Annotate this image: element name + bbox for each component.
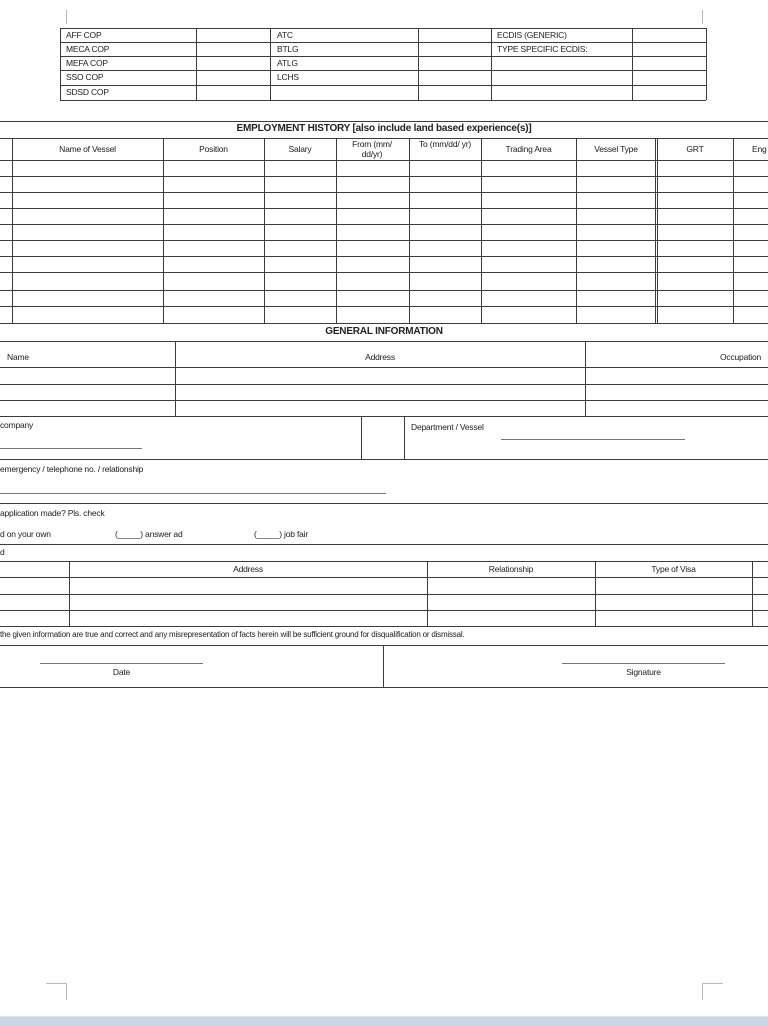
- department-vessel-label: Department / Vessel: [411, 422, 484, 432]
- family-address-header: Address: [365, 352, 395, 362]
- col-position: Position: [199, 144, 228, 154]
- col-grt: GRT: [686, 144, 704, 154]
- relative-address-header: Address: [233, 564, 263, 574]
- col-from-date: From (mm/ dd/yr): [352, 139, 392, 159]
- certification-statement: the given information are true and correct and any misrepresentation of facts herein will be sufficient ground for disqualification or dismissal.: [0, 630, 465, 639]
- col-to-date: To (mm/dd/ yr): [419, 139, 471, 149]
- general-information-title: GENERAL INFORMATION: [325, 326, 443, 337]
- col-eng: Eng: [752, 144, 767, 154]
- job-fair-option[interactable]: (_____) job fair: [254, 529, 308, 539]
- answer-ad-option[interactable]: (_____) answer ad: [115, 529, 183, 539]
- application-source-label: application made? Pls. check: [0, 508, 105, 518]
- crop-mark-bottom-left: [46, 983, 67, 1000]
- relative-visa-header: Type of Visa: [651, 564, 696, 574]
- company-line[interactable]: [0, 448, 142, 449]
- company-label: company: [0, 420, 34, 430]
- family-occupation-header: Occupation: [720, 352, 761, 362]
- relative-label: d: [0, 547, 5, 557]
- family-name-header: Name: [7, 352, 29, 362]
- signature-label: Signature: [626, 667, 661, 677]
- relative-relationship-header: Relationship: [488, 564, 534, 574]
- signature-line[interactable]: [562, 663, 725, 664]
- cert-meca-cop: MECA COP: [66, 44, 110, 54]
- date-line[interactable]: [40, 663, 203, 664]
- crop-mark-top-right: [702, 10, 703, 24]
- cert-lchs: LCHS: [277, 72, 299, 82]
- emergency-contact-label: emergency / telephone no. / relationship: [0, 464, 144, 474]
- cert-atc: ATC: [277, 30, 293, 40]
- cert-sdsd-cop: SDSD COP: [66, 87, 109, 97]
- department-vessel-line[interactable]: [501, 439, 685, 440]
- col-name-of-vessel: Name of Vessel: [59, 144, 116, 154]
- emergency-contact-line[interactable]: [0, 493, 386, 494]
- crop-mark-top-left: [66, 10, 67, 24]
- cert-aff-cop: AFF COP: [66, 30, 102, 40]
- cert-sso-cop: SSO COP: [66, 72, 104, 82]
- crop-mark-bottom-right: [702, 983, 723, 1000]
- cert-type-specific-ecdis: TYPE SPECIFIC ECDIS:: [497, 44, 588, 54]
- cert-btlg: BTLG: [277, 44, 299, 54]
- employment-history-title: EMPLOYMENT HISTORY [also include land based experience(s)]: [236, 123, 532, 134]
- cert-atlg: ATLG: [277, 58, 298, 68]
- col-vessel-type: Vessel Type: [594, 144, 638, 154]
- col-salary: Salary: [288, 144, 312, 154]
- cert-ecdis-generic: ECDIS (GENERIC): [497, 30, 567, 40]
- col-trading-area: Trading Area: [505, 144, 552, 154]
- date-label: Date: [112, 667, 131, 677]
- applied-own-option[interactable]: d on your own: [0, 529, 51, 539]
- cert-mefa-cop: MEFA COP: [66, 58, 108, 68]
